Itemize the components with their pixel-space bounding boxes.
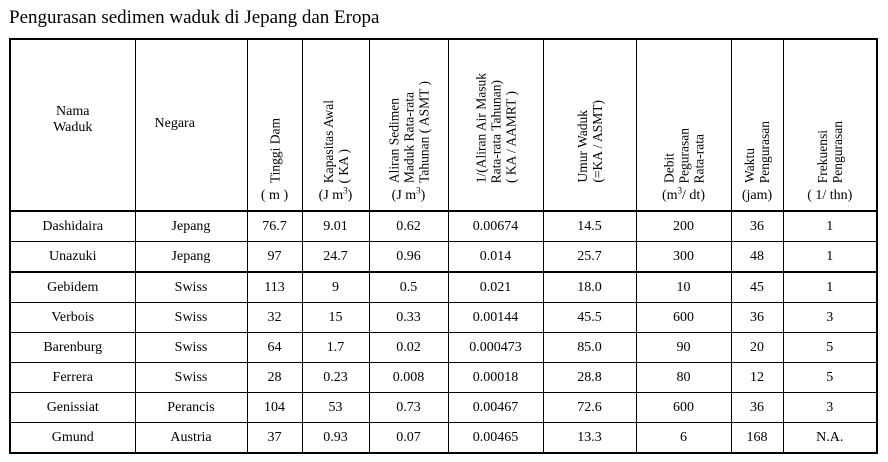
cell-umur-waduk: 72.6 bbox=[543, 393, 636, 423]
cell-waktu-pengurasan: 36 bbox=[731, 211, 783, 242]
cell-aliran-sedimen: 0.62 bbox=[369, 211, 448, 242]
cell-nama-waduk: Unazuki bbox=[10, 242, 135, 273]
header-nama-waduk: Nama Waduk bbox=[10, 39, 135, 211]
cell-aliran-sedimen: 0.33 bbox=[369, 303, 448, 333]
unit-waktu: (jam) bbox=[741, 188, 773, 203]
cell-kapasitas-awal: 15 bbox=[302, 303, 369, 333]
cell-tinggi-dam: 28 bbox=[247, 363, 302, 393]
header-kapasitas-awal: Kapasitas Awal ( KA ) (J $m^3$) bbox=[302, 39, 369, 211]
cell-kapasitas-awal: 0.93 bbox=[302, 423, 369, 454]
cell-nama-waduk: Dashidaira bbox=[10, 211, 135, 242]
cell-tinggi-dam: 76.7 bbox=[247, 211, 302, 242]
table-body bbox=[10, 211, 877, 453]
cell-aliran-sedimen: 0.96 bbox=[369, 242, 448, 273]
cell-waktu-pengurasan: 168 bbox=[731, 423, 783, 454]
cell-aliran-air-masuk: 0.00467 bbox=[448, 393, 543, 423]
cell-debit-pengurasan: 10 bbox=[636, 272, 731, 303]
cell-umur-waduk: 25.7 bbox=[543, 242, 636, 273]
cell-negara: Jepang bbox=[135, 242, 247, 273]
cell-aliran-air-masuk: 0.00674 bbox=[448, 211, 543, 242]
cell-frekuensi-pengurasan: N.A. bbox=[783, 423, 877, 454]
cell-frekuensi-pengurasan: 3 bbox=[783, 393, 877, 423]
table-row bbox=[10, 393, 877, 423]
cell-aliran-air-masuk: 0.014 bbox=[448, 242, 543, 273]
table-row bbox=[10, 303, 877, 333]
cell-nama-waduk: Ferrera bbox=[10, 363, 135, 393]
sediment-flushing-table bbox=[9, 38, 878, 454]
cell-waktu-pengurasan: 45 bbox=[731, 272, 783, 303]
table-row bbox=[10, 423, 877, 454]
header-tinggi-dam: Tinggi Dam ( m ) bbox=[247, 39, 302, 211]
cell-waktu-pengurasan: 48 bbox=[731, 242, 783, 273]
cell-umur-waduk: 18.0 bbox=[543, 272, 636, 303]
cell-kapasitas-awal: 9.01 bbox=[302, 211, 369, 242]
cell-tinggi-dam: 64 bbox=[247, 333, 302, 363]
header-debit-pengurasan: Debit Pegurasan Rata-rata ($m^3/$ dt) bbox=[636, 39, 731, 211]
cell-nama-waduk: Barenburg bbox=[10, 333, 135, 363]
document-title: Pengurasan sedimen waduk di Jepang dan Eropa bbox=[9, 7, 380, 28]
cell-aliran-air-masuk: 0.00018 bbox=[448, 363, 543, 393]
unit-frekuensi: ( 1/ thn) bbox=[807, 188, 853, 203]
cell-aliran-sedimen: 0.5 bbox=[369, 272, 448, 303]
cell-kapasitas-awal: 9 bbox=[302, 272, 369, 303]
header-waktu-pengurasan: Waktu Pengurasan (jam) bbox=[731, 39, 783, 211]
cell-kapasitas-awal: 0.23 bbox=[302, 363, 369, 393]
cell-kapasitas-awal: 24.7 bbox=[302, 242, 369, 273]
header-aliran-air-masuk: 1/(Aliran Air Masuk Rata-rata Tahunan) ( KA / AAMRT ) bbox=[448, 39, 543, 211]
cell-debit-pengurasan: 200 bbox=[636, 211, 731, 242]
cell-frekuensi-pengurasan: 5 bbox=[783, 363, 877, 393]
cell-negara: Swiss bbox=[135, 303, 247, 333]
cell-nama-waduk: Genissiat bbox=[10, 393, 135, 423]
cell-debit-pengurasan: 600 bbox=[636, 303, 731, 333]
cell-debit-pengurasan: 80 bbox=[636, 363, 731, 393]
unit-debit: ($m^3/$ dt) bbox=[661, 185, 705, 203]
cell-aliran-sedimen: 0.07 bbox=[369, 423, 448, 454]
table-row bbox=[10, 333, 877, 363]
cell-aliran-sedimen: 0.02 bbox=[369, 333, 448, 363]
cell-kapasitas-awal: 1.7 bbox=[302, 333, 369, 363]
table-row bbox=[10, 272, 877, 303]
unit-kapasitas: (J $m^3$) bbox=[318, 185, 353, 203]
cell-aliran-air-masuk: 0.021 bbox=[448, 272, 543, 303]
unit-tinggi: ( m ) bbox=[260, 188, 289, 203]
cell-waktu-pengurasan: 36 bbox=[731, 303, 783, 333]
cell-tinggi-dam: 37 bbox=[247, 423, 302, 454]
cell-aliran-air-masuk: 0.00465 bbox=[448, 423, 543, 454]
cell-waktu-pengurasan: 36 bbox=[731, 393, 783, 423]
header-umur-waduk: Umur Waduk (=KA / ASMT) bbox=[543, 39, 636, 211]
cell-umur-waduk: 28.8 bbox=[543, 363, 636, 393]
table-row bbox=[10, 242, 877, 273]
cell-debit-pengurasan: 300 bbox=[636, 242, 731, 273]
cell-frekuensi-pengurasan: 3 bbox=[783, 303, 877, 333]
cell-aliran-sedimen: 0.73 bbox=[369, 393, 448, 423]
cell-kapasitas-awal: 53 bbox=[302, 393, 369, 423]
cell-aliran-sedimen: 0.008 bbox=[369, 363, 448, 393]
table-row bbox=[10, 363, 877, 393]
cell-tinggi-dam: 32 bbox=[247, 303, 302, 333]
cell-negara: Swiss bbox=[135, 363, 247, 393]
cell-umur-waduk: 45.5 bbox=[543, 303, 636, 333]
unit-aliran: (J $m^3$) bbox=[391, 185, 426, 203]
cell-debit-pengurasan: 6 bbox=[636, 423, 731, 454]
cell-umur-waduk: 13.3 bbox=[543, 423, 636, 454]
cell-nama-waduk: Verbois bbox=[10, 303, 135, 333]
cell-waktu-pengurasan: 12 bbox=[731, 363, 783, 393]
cell-tinggi-dam: 104 bbox=[247, 393, 302, 423]
cell-aliran-air-masuk: 0.00144 bbox=[448, 303, 543, 333]
header-negara: Negara bbox=[135, 39, 247, 211]
cell-umur-waduk: 14.5 bbox=[543, 211, 636, 242]
cell-aliran-air-masuk: 0.000473 bbox=[448, 333, 543, 363]
cell-debit-pengurasan: 600 bbox=[636, 393, 731, 423]
cell-negara: Swiss bbox=[135, 333, 247, 363]
cell-negara: Austria bbox=[135, 423, 247, 454]
cell-frekuensi-pengurasan: 1 bbox=[783, 242, 877, 273]
header-frekuensi-pengurasan: Frekuensi Pengurasan ( 1/ thn) bbox=[783, 39, 877, 211]
header-row bbox=[10, 39, 877, 211]
table-row bbox=[10, 211, 877, 242]
cell-nama-waduk: Gebidem bbox=[10, 272, 135, 303]
cell-frekuensi-pengurasan: 1 bbox=[783, 211, 877, 242]
cell-waktu-pengurasan: 20 bbox=[731, 333, 783, 363]
cell-tinggi-dam: 97 bbox=[247, 242, 302, 273]
cell-frekuensi-pengurasan: 1 bbox=[783, 272, 877, 303]
header-aliran-sedimen: Aliran Sedimen Maduk Rata-rata Tahunan ( ASMT ) (J $m^3$) bbox=[369, 39, 448, 211]
cell-negara: Perancis bbox=[135, 393, 247, 423]
cell-tinggi-dam: 113 bbox=[247, 272, 302, 303]
cell-umur-waduk: 85.0 bbox=[543, 333, 636, 363]
cell-negara: Swiss bbox=[135, 272, 247, 303]
cell-debit-pengurasan: 90 bbox=[636, 333, 731, 363]
cell-frekuensi-pengurasan: 5 bbox=[783, 333, 877, 363]
cell-negara: Jepang bbox=[135, 211, 247, 242]
cell-nama-waduk: Gmund bbox=[10, 423, 135, 454]
